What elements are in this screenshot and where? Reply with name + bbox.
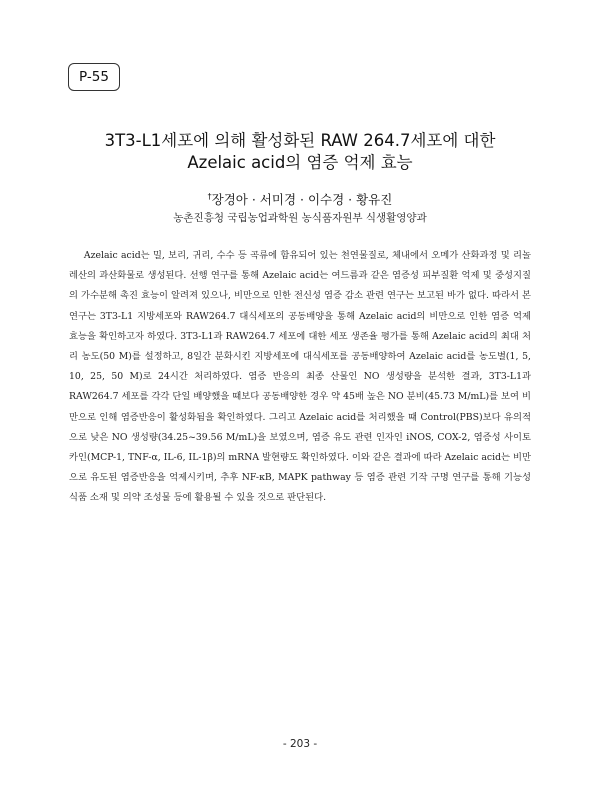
corresponding-author-mark: † — [207, 192, 212, 201]
affiliation: 농촌진흥청 국립농업과학원 농식품자원부 식생활영양과 — [173, 212, 427, 224]
paper-title-line-1: 3T3-L1세포에 의해 활성화된 RAW 264.7세포에 대한 — [104, 131, 496, 150]
paper-title — [60, 130, 540, 174]
author-names: 장경아 · 서미경 · 이수경 · 황유진 — [211, 192, 393, 207]
abstract-body: Azelaic acid는 밀, 보리, 귀리, 수수 등 곡류에 함유되어 있는 천연물질로, 체내에서 오메가 산화과정 및 리놀레산의 과산화물로 생성된다. 선행 연구를 통해 Azelaic acid는 여드름과 같은 염증성 피부질환 억제 및 중성지질의 가수분해 촉진 효능이 알려져 있으나, 비만으로 인한 전신성 염증 감소 관련 연구는 보고된 바가 없다. 따라서 본 연구는 3T3-L1 지방세포와 RAW264.7 대식세포의 공동배양을 통해 Azelaic acid의 비만으로 인한 염증 억제 효능을 확인하고자 하였다. 3T3-L1과 RAW264.7 세포에 대한 세포 생존율 평가를 통해 Azelaic acid의 최대 처리 농도(50 M)를 설정하고, 8일간 분화시킨 지방세포에 대식세포를 공동배양하여 Azelaic acid를 농도별(1, 5, 10, 25, 50 M)로 24시간 처리하였다. 염증 반응의 최종 산물인 NO 생성량을 분석한 결과, 3T3-L1과 RAW264.7 세포를 각각 단일 배양했을 때보다 공동배양한 경우 약 45배 높은 NO 분비(45.73 M/mL)를 보여 비만으로 인해 염증반응이 활성화됨을 확인하였다. 그리고 Azelaic acid를 처리했을 때 Control(PBS)보다 유의적으로 낮은 NO 생성량(34.25~39.56 M/mL)을 보였으며, 염증 유도 관련 인자인 iNOS, COX-2, 염증성 사이토카인(MCP-1, TNF-α, IL-6, IL-1β)의 mRNA 발현량도 확인하였다. 이와 같은 결과에 따라 Azelaic acid는 비만으로 유도된 염증반응을 억제시키며, 추후 NF-κB, MAPK pathway 등 염증 관련 기작 구명 연구를 통해 기능성 식품 소재 및 의약 조성물 등에 활용될 수 있을 것으로 판단된다. — [69, 250, 531, 504]
paper-title-line-2: Azelaic acid의 염증 억제 효능 — [187, 153, 413, 172]
poster-id-badge — [68, 63, 120, 91]
poster-id-label: P-55 — [79, 69, 109, 85]
author-list — [60, 190, 540, 208]
page-number: - 203 - — [282, 738, 318, 750]
